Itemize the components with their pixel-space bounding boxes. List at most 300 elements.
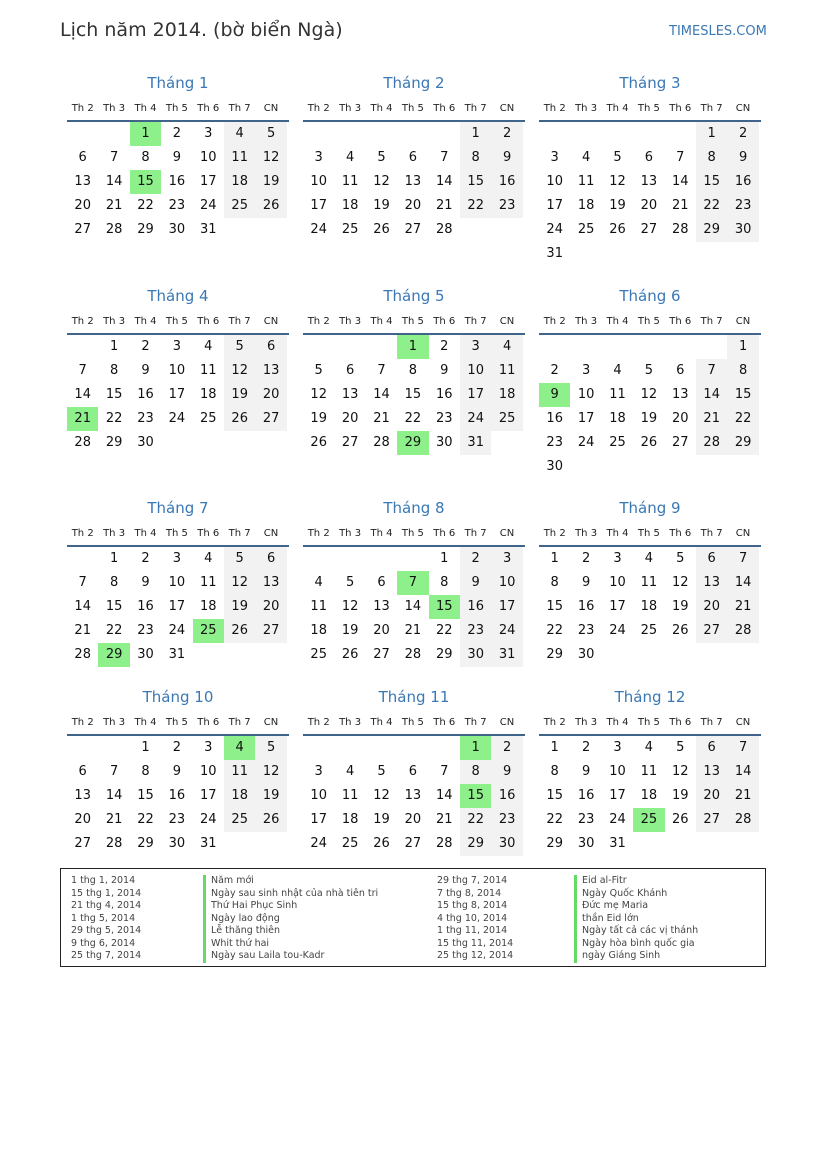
day-cell: 14 xyxy=(696,383,727,407)
day-cell: 28 xyxy=(373,435,390,450)
day-cell: 22 xyxy=(436,623,453,638)
weekday-label: Th 4 xyxy=(370,103,393,114)
day-cell: 2 xyxy=(141,339,150,354)
day-cell: 25 xyxy=(491,407,522,431)
month-block xyxy=(67,73,289,237)
day-cell: 11 xyxy=(491,359,522,383)
day-cell: 16 xyxy=(137,387,154,402)
legend-date: 25 thg 12, 2014 xyxy=(437,950,514,961)
day-cell: 9 xyxy=(460,571,491,595)
day-cell: 26 xyxy=(373,222,390,237)
weekday-label: Th 3 xyxy=(575,316,598,327)
day-cell: 17 xyxy=(310,198,327,213)
day-cell: 9 xyxy=(141,575,150,590)
day-cell: 1 xyxy=(696,122,727,146)
day-cell: 17 xyxy=(491,595,522,619)
day-cell: 12 xyxy=(255,146,286,170)
day-cell: 9 xyxy=(172,150,182,165)
day-cell: 13 xyxy=(696,571,727,595)
weekday-label: Th 7 xyxy=(700,103,723,114)
weekday-label: Th 3 xyxy=(339,103,362,114)
legend-date: 7 thg 8, 2014 xyxy=(437,887,502,899)
weekday-label: Th 6 xyxy=(433,103,456,114)
day-cell: 2 xyxy=(581,740,591,755)
weekday-label: Th 7 xyxy=(228,316,251,327)
month-name: Tháng 9 xyxy=(619,499,681,517)
day-cell: 6 xyxy=(255,335,286,359)
day-cell: 10 xyxy=(491,571,522,595)
month-name: Tháng 6 xyxy=(619,287,681,305)
day-cell: 3 xyxy=(314,764,323,779)
day-cell: 14 xyxy=(672,174,689,189)
day-cell: 12 xyxy=(341,599,359,614)
day-cell: 3 xyxy=(550,150,559,165)
day-cell: 20 xyxy=(255,383,286,407)
day-cell: 26 xyxy=(255,194,286,218)
day-cell: 4 xyxy=(224,122,255,146)
day-cell: 10 xyxy=(168,363,186,378)
day-cell: 18 xyxy=(609,411,626,426)
day-cell: 23 xyxy=(137,623,154,638)
day-cell: 31 xyxy=(168,647,186,662)
day-cell: 3 xyxy=(613,551,622,566)
weekday-header xyxy=(67,311,289,335)
day-cell: 21 xyxy=(672,198,689,213)
day-cell: 17 xyxy=(200,788,217,803)
day-cell: 9 xyxy=(172,764,182,779)
day-cell: 23 xyxy=(727,194,758,218)
day-cell: 12 xyxy=(310,387,327,402)
day-cell: 15 xyxy=(404,387,422,402)
day-cell: 1 xyxy=(550,551,559,566)
day-cell: 18 xyxy=(491,383,522,407)
day-cell: 22 xyxy=(460,808,491,832)
legend-date: 4 thg 10, 2014 xyxy=(437,912,508,924)
weekday-header xyxy=(303,311,525,335)
day-cell: 23 xyxy=(137,411,154,426)
day-cell: 18 xyxy=(200,599,217,614)
day-cell: 21 xyxy=(105,812,123,827)
day-cell: 11 xyxy=(200,575,217,590)
day-cell: 22 xyxy=(105,411,123,426)
day-cell: 27 xyxy=(255,407,286,431)
weekday-label: Th 4 xyxy=(134,528,157,539)
day-cell: 29 xyxy=(696,218,727,242)
weekday-label: Th 2 xyxy=(543,103,566,114)
day-cell: 1 xyxy=(440,551,449,566)
weekday-label: Th 2 xyxy=(543,316,566,327)
day-cell: 16 xyxy=(577,599,595,614)
weekday-label: Th 3 xyxy=(103,103,126,114)
day-cell: 24 xyxy=(310,222,327,237)
weekday-label: Th 4 xyxy=(134,717,157,728)
weekday-header xyxy=(67,712,289,736)
day-cell: 25 xyxy=(224,808,255,832)
day-cell: 28 xyxy=(74,435,91,450)
day-cell: 28 xyxy=(74,647,91,662)
weekday-label: Th 6 xyxy=(669,717,692,728)
day-cell: 23 xyxy=(491,194,522,218)
weekday-label: Th 3 xyxy=(103,528,126,539)
day-cell: 12 xyxy=(640,387,658,402)
day-cell: 12 xyxy=(609,174,626,189)
day-cell: 4 xyxy=(314,575,323,590)
day-cell: 30 xyxy=(137,647,154,662)
day-cell: 4 xyxy=(345,764,355,779)
weekday-label: Th 6 xyxy=(197,316,220,327)
site-link[interactable]: TIMESLES.COM xyxy=(669,24,767,39)
day-cell: 16 xyxy=(168,788,186,803)
day-cell: 27 xyxy=(373,647,390,662)
day-cell: 11 xyxy=(341,788,359,803)
day-cell: 10 xyxy=(609,764,626,779)
day-cell: 23 xyxy=(168,198,186,213)
weekday-label: Th 7 xyxy=(464,316,487,327)
day-cell: 24 xyxy=(200,198,217,213)
day-cell: 18 xyxy=(224,170,255,194)
day-cell: 11 xyxy=(224,760,255,784)
day-cell: 14 xyxy=(436,788,453,803)
day-cell: 15 xyxy=(460,170,491,194)
legend-date: 21 thg 4, 2014 xyxy=(71,900,142,911)
day-cell: 16 xyxy=(168,174,186,189)
day-cell: 22 xyxy=(546,812,563,827)
day-cell: 24 xyxy=(460,407,491,431)
day-cell: 26 xyxy=(224,407,255,431)
day-cell: 7 xyxy=(440,764,449,779)
weekday-label: CN xyxy=(735,717,751,728)
day-cell: 20 xyxy=(404,198,422,213)
day-cell: 7 xyxy=(440,150,449,165)
day-cell: 25 xyxy=(341,836,359,851)
month-block xyxy=(67,687,289,851)
day-cell: 13 xyxy=(672,387,689,402)
day-cell: 24 xyxy=(200,812,217,827)
day-cell: 25 xyxy=(200,411,217,426)
day-cell: 1 xyxy=(141,740,150,755)
day-cell: 29 xyxy=(137,222,154,237)
day-cell: 22 xyxy=(460,194,491,218)
day-cell: 8 xyxy=(141,150,150,165)
day-cell: 28 xyxy=(727,619,758,643)
day-cell: 2 xyxy=(172,740,182,755)
day-cell: 4 xyxy=(644,551,654,566)
weekday-label: Th 6 xyxy=(433,316,456,327)
day-cell: 17 xyxy=(609,599,626,614)
day-cell: 19 xyxy=(672,788,689,803)
day-cell: 2 xyxy=(172,126,182,141)
weekday-label: Th 7 xyxy=(228,528,251,539)
month-name: Tháng 1 xyxy=(147,74,209,92)
legend-holiday-name: ngày Giáng Sinh xyxy=(574,950,660,963)
weekday-label: Th 4 xyxy=(370,316,393,327)
weekday-label: Th 6 xyxy=(197,528,220,539)
weekday-label: Th 7 xyxy=(464,717,487,728)
weekday-header xyxy=(67,523,289,547)
day-cell: 10 xyxy=(546,174,563,189)
weekday-label: Th 3 xyxy=(339,717,362,728)
day-cell: 7 xyxy=(727,736,758,760)
weekday-label: Th 5 xyxy=(637,717,660,728)
day-cell: 14 xyxy=(436,174,453,189)
day-cell: 25 xyxy=(609,435,626,450)
day-cell: 3 xyxy=(460,335,491,359)
day-cell: 24 xyxy=(168,623,186,638)
day-cell: 27 xyxy=(74,836,91,851)
day-cell: 17 xyxy=(310,812,327,827)
day-cell: 21 xyxy=(436,198,453,213)
day-cell: 29 xyxy=(460,832,491,856)
day-cell: 17 xyxy=(577,411,595,426)
day-cell: 5 xyxy=(613,150,622,165)
day-cell: 30 xyxy=(460,643,491,667)
legend-date: 29 thg 5, 2014 xyxy=(71,925,142,936)
day-cell: 21 xyxy=(436,812,453,827)
weekday-header xyxy=(539,311,761,335)
weekday-label: Th 2 xyxy=(71,528,94,539)
day-cell: 4 xyxy=(345,150,355,165)
day-cell: 12 xyxy=(672,764,689,779)
day-cell: 3 xyxy=(172,551,182,566)
day-cell: 27 xyxy=(74,222,91,237)
day-cell: 9 xyxy=(581,575,591,590)
legend-holiday-name: Eid al-Fitr xyxy=(574,875,627,888)
day-cell: 1 xyxy=(727,335,758,359)
day-cell: 14 xyxy=(105,174,123,189)
weekday-header xyxy=(303,523,525,547)
holiday-day: 29 xyxy=(397,431,428,455)
day-cell: 6 xyxy=(377,575,386,590)
month-block xyxy=(303,687,525,851)
day-cell: 1 xyxy=(109,339,119,354)
day-cell: 31 xyxy=(491,643,522,667)
day-cell: 20 xyxy=(255,595,286,619)
holiday-day: 15 xyxy=(460,784,491,808)
month-name: Tháng 3 xyxy=(619,74,681,92)
day-cell: 24 xyxy=(609,623,626,638)
day-cell: 6 xyxy=(696,547,727,571)
day-cell: 22 xyxy=(105,623,123,638)
month-name: Tháng 2 xyxy=(383,74,445,92)
day-cell: 20 xyxy=(74,812,91,827)
weekday-label: Th 2 xyxy=(543,528,566,539)
legend-holiday-name: Ngày lao động xyxy=(203,913,280,926)
legend-date: 15 thg 8, 2014 xyxy=(437,900,508,911)
weekday-label: Th 3 xyxy=(103,717,126,728)
day-cell: 18 xyxy=(640,788,658,803)
day-cell: 6 xyxy=(78,764,87,779)
day-cell: 6 xyxy=(676,363,685,378)
legend-holiday-name: Ngày tất cả các vị thánh xyxy=(574,925,698,938)
day-cell: 15 xyxy=(727,383,758,407)
day-cell: 5 xyxy=(255,736,286,760)
day-cell: 31 xyxy=(200,222,217,237)
weekday-label: Th 2 xyxy=(307,316,330,327)
holiday-day: 1 xyxy=(460,736,491,760)
holiday-day: 15 xyxy=(429,595,460,619)
day-cell: 12 xyxy=(224,571,255,595)
weekday-label: Th 3 xyxy=(575,717,598,728)
holiday-day: 21 xyxy=(67,407,98,431)
weekday-header xyxy=(303,98,525,122)
weekday-label: Th 6 xyxy=(669,103,692,114)
holiday-day: 9 xyxy=(539,383,570,407)
legend-holiday-name: Năm mới xyxy=(203,875,254,888)
day-cell: 22 xyxy=(727,407,758,431)
day-cell: 14 xyxy=(727,760,758,784)
day-cell: 19 xyxy=(373,812,390,827)
day-cell: 30 xyxy=(168,222,186,237)
day-cell: 21 xyxy=(696,407,727,431)
weekday-header xyxy=(67,98,289,122)
day-cell: 5 xyxy=(255,122,286,146)
day-cell: 30 xyxy=(727,218,758,242)
day-cell: 5 xyxy=(676,551,685,566)
month-block xyxy=(539,286,761,474)
weekday-header xyxy=(539,523,761,547)
day-cell: 26 xyxy=(224,619,255,643)
day-cell: 28 xyxy=(404,647,422,662)
day-cell: 14 xyxy=(105,788,123,803)
day-cell: 15 xyxy=(105,387,123,402)
day-cell: 22 xyxy=(696,194,727,218)
day-cell: 22 xyxy=(137,198,154,213)
day-cell: 2 xyxy=(141,551,150,566)
day-cell: 14 xyxy=(74,599,91,614)
page-title: Lịch năm 2014. (bờ biển Ngà) xyxy=(60,19,343,41)
day-cell: 18 xyxy=(577,198,595,213)
day-cell: 8 xyxy=(550,764,559,779)
day-cell: 23 xyxy=(491,808,522,832)
day-cell: 21 xyxy=(727,595,758,619)
day-cell: 20 xyxy=(341,411,359,426)
weekday-label: Th 6 xyxy=(669,528,692,539)
weekday-label: Th 2 xyxy=(71,103,94,114)
day-cell: 23 xyxy=(168,812,186,827)
day-cell: 7 xyxy=(109,764,119,779)
day-cell: 2 xyxy=(491,122,522,146)
day-cell: 1 xyxy=(109,551,119,566)
legend-holiday-name: Ngày sau sinh nhật của nhà tiên tri xyxy=(203,888,378,901)
day-cell: 14 xyxy=(404,599,422,614)
day-cell: 8 xyxy=(727,359,758,383)
day-cell: 6 xyxy=(78,150,87,165)
day-cell: 29 xyxy=(137,836,154,851)
day-cell: 5 xyxy=(644,363,654,378)
day-cell: 14 xyxy=(373,387,390,402)
day-cell: 21 xyxy=(373,411,390,426)
day-cell: 13 xyxy=(341,387,359,402)
day-cell: 16 xyxy=(577,788,595,803)
weekday-label: Th 5 xyxy=(401,103,424,114)
day-cell: 9 xyxy=(491,146,522,170)
legend-date: 15 thg 1, 2014 xyxy=(71,887,142,899)
day-cell: 13 xyxy=(404,174,422,189)
day-cell: 18 xyxy=(224,784,255,808)
day-cell: 13 xyxy=(640,174,658,189)
day-cell: 19 xyxy=(255,784,286,808)
day-cell: 5 xyxy=(377,764,386,779)
day-cell: 21 xyxy=(727,784,758,808)
day-cell: 3 xyxy=(204,126,213,141)
day-cell: 6 xyxy=(408,150,418,165)
weekday-header xyxy=(539,712,761,736)
weekday-label: Th 5 xyxy=(165,103,188,114)
day-cell: 28 xyxy=(672,222,689,237)
day-cell: 20 xyxy=(404,812,422,827)
weekday-label: Th 6 xyxy=(669,316,692,327)
weekday-label: Th 6 xyxy=(197,103,220,114)
month-block xyxy=(303,73,525,237)
day-cell: 24 xyxy=(609,812,626,827)
day-cell: 22 xyxy=(404,411,422,426)
day-cell: 26 xyxy=(672,812,689,827)
day-cell: 10 xyxy=(200,764,217,779)
day-cell: 5 xyxy=(345,575,355,590)
day-cell: 20 xyxy=(696,595,727,619)
legend-holiday-name: thần Eid lớn xyxy=(574,913,639,926)
day-cell: 24 xyxy=(168,411,186,426)
day-cell: 9 xyxy=(141,363,150,378)
day-cell: 13 xyxy=(404,788,422,803)
holiday-day: 15 xyxy=(130,170,161,194)
legend-holiday-name: Lễ thăng thiên xyxy=(203,925,280,938)
day-cell: 12 xyxy=(672,575,689,590)
weekday-label: Th 4 xyxy=(370,717,393,728)
day-cell: 18 xyxy=(341,198,359,213)
month-name: Tháng 8 xyxy=(383,499,445,517)
day-cell: 24 xyxy=(491,619,522,643)
day-cell: 13 xyxy=(74,174,91,189)
weekday-label: Th 3 xyxy=(339,528,362,539)
weekday-label: CN xyxy=(499,103,515,114)
day-cell: 7 xyxy=(78,363,87,378)
month-block xyxy=(539,687,761,851)
day-cell: 21 xyxy=(105,198,123,213)
day-cell: 10 xyxy=(609,575,626,590)
day-cell: 7 xyxy=(377,363,386,378)
day-cell: 24 xyxy=(546,222,563,237)
weekday-label: Th 2 xyxy=(71,316,94,327)
day-cell: 28 xyxy=(105,836,123,851)
weekday-label: Th 5 xyxy=(401,717,424,728)
day-cell: 13 xyxy=(255,571,286,595)
weekday-label: CN xyxy=(499,528,515,539)
day-cell: 15 xyxy=(546,788,563,803)
holiday-day: 29 xyxy=(98,643,129,667)
day-cell: 4 xyxy=(491,335,522,359)
weekday-label: Th 5 xyxy=(637,103,660,114)
holiday-day: 7 xyxy=(397,571,428,595)
day-cell: 9 xyxy=(440,363,449,378)
day-cell: 3 xyxy=(491,547,522,571)
weekday-label: Th 3 xyxy=(575,528,598,539)
day-cell: 3 xyxy=(172,339,182,354)
day-cell: 25 xyxy=(310,647,327,662)
day-cell: 5 xyxy=(377,150,386,165)
weekday-label: Th 4 xyxy=(606,103,629,114)
legend-holiday-name: Whit thứ hai xyxy=(203,938,269,951)
weekday-label: Th 4 xyxy=(606,316,629,327)
legend-date: 25 thg 7, 2014 xyxy=(71,950,142,961)
day-cell: 27 xyxy=(640,222,658,237)
day-cell: 19 xyxy=(609,198,626,213)
holiday-day: 1 xyxy=(397,335,428,359)
weekday-label: Th 7 xyxy=(464,528,487,539)
day-cell: 15 xyxy=(696,170,727,194)
day-cell: 3 xyxy=(204,740,213,755)
day-cell: 10 xyxy=(168,575,186,590)
